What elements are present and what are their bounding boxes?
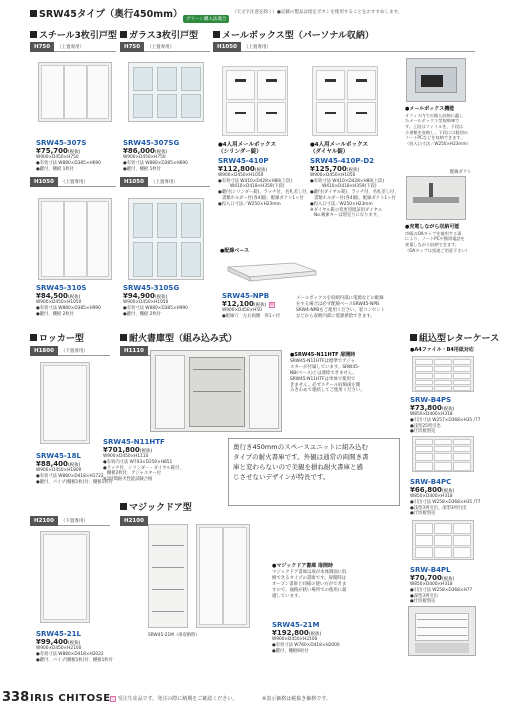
price-b4ps: ¥73,800(税抜) [410, 404, 455, 412]
letter-case-b4ps [412, 356, 474, 392]
price-b4pc: ¥66,800(税抜) [410, 486, 455, 494]
height-bar-h2100-magic: H2100 [120, 516, 180, 526]
model-307sg: SRW45-307SG [123, 139, 180, 147]
product-b4pc: SRW-B4PC ¥66,800(税抜) W850×D400×H318 ●引出寸法 W258×D368×H35 /77 ●浅型3列引出、深型3列引出 ●仕切板別売 [410, 478, 481, 517]
section-steel: スチール3枚引戸型 [30, 28, 117, 41]
height-bar-h1800: H1800 （下置専用） [30, 346, 110, 356]
model-310s: SRW45-310S [36, 284, 87, 292]
brand-logo: IRIS CHITOSE [30, 693, 111, 704]
model-310sg: SRW45-310SG [123, 284, 180, 292]
product-410p: ●4人用メールボックス （シリンダー錠） SRW45-410P ¥112,800(税抜) W900×D450×H1050 ●有効寸法 W410×D428×H80(上段) W410×D418×H359(下段) ●鍵付(シリンダー錠)、ラッチ付、名札差し付、 書類ホルダー付(各4個)、配線ダクト1ヶ付 ●投入口寸法／W250×H23mm [218, 142, 311, 207]
mailbox-feature-text: ●メールボックス機能 オフィス内での個人収納に適し たメールボックス型収納庫で す。上段はファイルを、下段は 小書類を収納し、下段には個別の ノートPCなどを収納できます。 （投入口寸法／W250×H23mm） [405, 106, 471, 147]
fire-note: ●SRW45-N11HTF 扉開時 SRW45-N11HTFは標準でアジャ スターが付属しています。SRW45- NB(ベース)とは連結できません。 SRW45-N11HTFは単体で使用で きません。必ずスチール収納両左側 みきわめて連結してご使用ください。 [290, 352, 365, 394]
model-n11htf: SRW45-N11HTF [103, 438, 165, 446]
model-b4pc: SRW-B4PC [410, 478, 452, 486]
price-21m: ¥192,800(税抜) [272, 629, 322, 637]
product-n11htf: SRW45-N11HTF ¥701,800(税抜) W900×D450×H1110 ●有効内寸法 W703×D250×H851 ●ラッチ付、シリンダー・ダイヤル錠付、 棚板2枚付、アジャスター付 ※1時間耐火性能試験合格 [103, 438, 184, 483]
letter-case-room-photo [408, 606, 476, 656]
npb-description: メールボックスを収納内部に電源などの配線 をする場合は必ず配線ベースSRW45-NPB SRW4-NPBをご使用ください。窓コンセント などから収納内部に電源供給できます。 [296, 296, 386, 319]
footer-note-2: ※表示価格は税抜き価格です。 [262, 696, 331, 702]
fireproof-safe-image [150, 350, 282, 432]
product-b4pl: SRW-B4PL ¥70,700(税抜) W850×D400×H318 ●引出寸法 W258×D368×H77 ●深型3列引出 ●仕切板別売 [410, 566, 473, 605]
letter-case-b4pl [412, 520, 474, 560]
product-410p-d2: ●4人用メールボックス （ダイヤル錠） SRW45-410P-D2 ¥125,700(税抜) W900×D450×H1050 ●有効寸法 W410×D428×H80(上段) W410×D418×H359(下段) ●鍵付(ダイヤル錠)、ラッチ付、名札差し付、 書類ホルダー付(各4個)、配線ダクト1ヶ付 ●投入口寸法／W250×H23mm ※ダイヤル錠の変更用暗証用ダイヤル No.検索キーは別売りになります。 [310, 142, 406, 219]
model-18l: SRW45-18L [36, 452, 82, 460]
product-307s: SRW45-307S ¥75,700(税抜) W900×D450×H750 ●有効寸法 W880×D385×H690 ●鍵付、棚板 1枚付 [36, 139, 101, 172]
price-410p: ¥112,800(税抜) [218, 164, 268, 173]
price-18l: ¥88,400(税抜) [36, 460, 81, 468]
product-21m: SRW45-21M ¥192,800(税抜) W900×D450×H2100 ●有効寸法 W760×D418×H2000 ●鍵付、棚板6枚付 [272, 621, 340, 654]
height-bar-h1110: H1110 [120, 346, 188, 356]
price-310sg: ¥94,900(税抜) [123, 292, 168, 300]
magic-caption: SRW45-21M（扉収納時） [148, 633, 200, 638]
letter-sub: ●A4ファイル・B4用紙対応 [410, 347, 474, 353]
price-307s: ¥75,700(税抜) [36, 147, 81, 155]
product-310s: SRW45-310S ¥84,500(税抜) W900×D450×H1050 ●有効寸法 W880×D385×H990 ●鍵付、棚板 2枚付 [36, 284, 101, 317]
steel-cabinet-307s [38, 62, 112, 122]
price-npb: ¥12,100(税抜) 受 [222, 300, 274, 308]
mailbox-410p [222, 66, 288, 136]
mailbox-410p-d2 [312, 66, 378, 136]
product-21l: SRW45-21L ¥99,400(税抜) W900×D450×H2100 ●有効寸法 W880×D418×H2022 ●鍵付、パイプ(棚板1枚)付、棚板1枚付 [36, 630, 113, 663]
height-bar-h2100-locker: H2100 （下置専用） [30, 516, 110, 526]
glass-cabinet-310sg [128, 198, 204, 280]
price-307sg: ¥86,000(税抜) [123, 147, 168, 155]
green-badge: グリーン購入法適合 [183, 7, 229, 26]
fireproof-feature-box: 奥行き450mmのスペースユニットに組み込む タイプの耐火書庫です。外観は通常の両開き書 庫と変わらないので美観を損ね耐火書庫と感 じさせないデザインが特長です。 [228, 438, 400, 506]
section-mailbox: メールボックス型（パーソナル収納） [213, 28, 374, 41]
letter-case-b4pc [412, 436, 474, 472]
magic-note: ●マジックドア書庫 扉開時 マジックドア書庫は扉が本体側面に収 納できるタイプの書庫です。扉開時は オープン書庫と同様の使い方ができま すので、通路が狭い場所での使用に最 適しています。 [272, 563, 347, 599]
mailbox-feature-photo [406, 58, 466, 102]
locker-18l [40, 362, 90, 444]
footer-note-1: 受 受注生産品です。発注の際に納期をご確認ください。 [111, 696, 238, 702]
wiring-base-image [222, 257, 318, 287]
height-bar-h1050-mailbox: H1050 （上置専用） [213, 42, 475, 52]
section-fireproof: 耐火書庫型（組み込み式） [120, 331, 237, 344]
price-n11htf: ¥701,800(税抜) [103, 446, 153, 454]
page-title: SRW45タイプ（奥行450mm） [30, 6, 183, 20]
model-21m: SRW45-21M [272, 621, 320, 629]
product-b4ps: SRW-B4PS ¥73,800(税抜) W850×D400×H318 ●引出寸法 W257×D368×H35 /77 ●浅型25列引出 ●仕切板別売 [410, 396, 481, 435]
made-to-order-icon: 受 [111, 696, 115, 701]
made-to-order-icon: 受 [269, 302, 274, 307]
price-410p-d2: ¥125,700(税抜) [310, 164, 360, 173]
section-magic: マジックドア型 [120, 500, 192, 513]
section-letter: 組込型レターケース [410, 331, 499, 344]
height-bar-h750: H750 （上置専用） [30, 42, 116, 52]
npb-bullet: ●配線ベース [220, 248, 250, 254]
model-307s: SRW45-307S [36, 139, 87, 147]
page-number: 338 [2, 690, 30, 705]
model-b4ps: SRW-B4PS [410, 396, 452, 404]
height-bar-h1050-glass: H1050 （上置専用） [120, 177, 210, 187]
locker-21l [40, 531, 90, 623]
magic-door-open-image [148, 524, 188, 628]
product-18l: SRW45-18L ¥88,400(税抜) W900×D450×H1800 ●有効寸法 W880×D418×H1722 ●鍵付、パイプ(棚板1枚)付、棚板1枚付 [36, 452, 113, 485]
steel-cabinet-310s [38, 198, 112, 280]
model-410p-d2: SRW45-410P-D2 [310, 156, 375, 165]
glass-cabinet-307sg [128, 62, 204, 122]
product-npb: SRW45-NPB ¥12,100(税抜) 受 W900×D450×H50 ●配線穴 左右両側 各1ヶ付 [222, 292, 281, 319]
duct-label: 配線ダクト [450, 170, 472, 175]
header-note: （天文字注意を除く）●記載の製品は指定ボタンを使用することをおすすめします。 [232, 10, 403, 15]
price-21l: ¥99,400(税抜) [36, 638, 81, 646]
price-310s: ¥84,500(税抜) [36, 292, 81, 300]
price-b4pl: ¥70,700(税抜) [410, 574, 455, 582]
section-glass: ガラス3枚引戸型 [120, 28, 198, 41]
height-bar-h1050: H1050 （上置専用） [30, 177, 116, 187]
charge-text: ●充電しながら収納可能 市販のOAタップを使用する事 により、ノートPCや携帯電話を 充電しながら収納できます。 （OAタップは別途ご用意下さい） [405, 224, 470, 253]
magic-door-closed-image [196, 524, 250, 628]
product-310sg: SRW45-310SG ¥94,900(税抜) W900×D450×H1050 ●有効寸法 W880×D385×H990 ●鍵付、棚板 2枚付 [123, 284, 188, 317]
product-307sg: SRW45-307SG ¥86,000(税抜) W900×D450×H750 ●有効寸法 W880×D385×H690 ●鍵付、棚板 1枚付 [123, 139, 188, 172]
height-bar-h750-glass: H750 （上置専用） [120, 42, 210, 52]
model-b4pl: SRW-B4PL [410, 566, 451, 574]
duct-photo [406, 176, 466, 220]
model-410p: SRW45-410P [218, 156, 269, 165]
model-npb: SRW45-NPB [222, 292, 270, 300]
model-21l: SRW45-21L [36, 630, 82, 638]
section-locker: ロッカー型 [30, 331, 84, 344]
